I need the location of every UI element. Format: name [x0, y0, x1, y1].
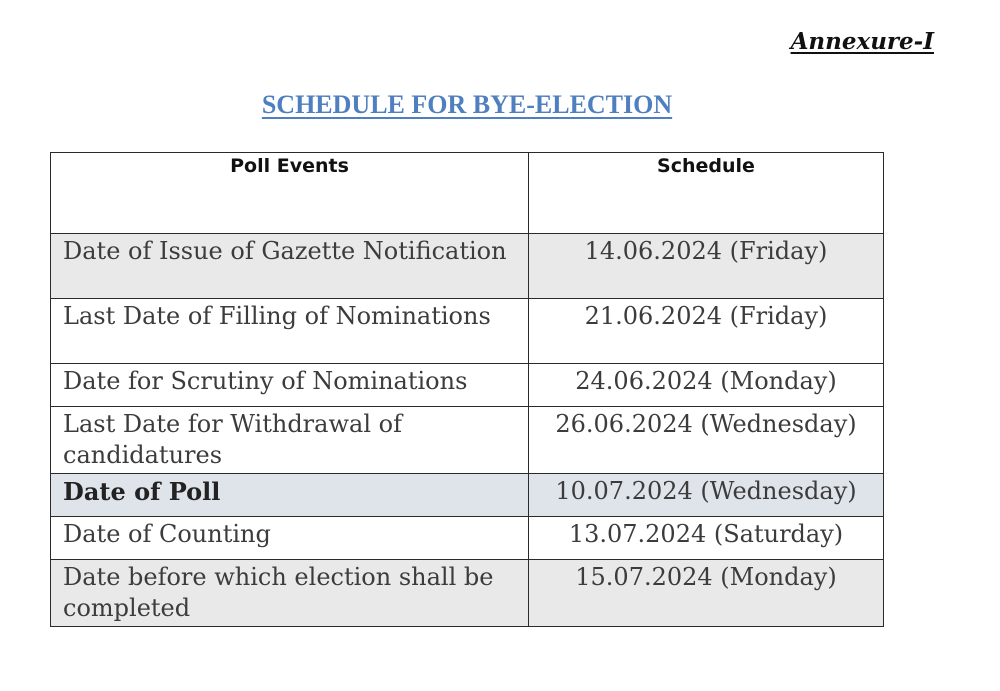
schedule-cell: 13.07.2024 (Saturday) — [529, 517, 884, 560]
header-poll-events: Poll Events — [51, 153, 529, 234]
table-row — [51, 560, 884, 627]
annexure-label: Annexure-I — [790, 28, 934, 55]
event-cell: Date before which election shall be completed — [51, 560, 529, 627]
event-cell: Last Date of Filling of Nominations — [51, 299, 529, 364]
table-row-highlight — [51, 474, 884, 517]
header-schedule: Schedule — [529, 153, 884, 234]
document-title: SCHEDULE FOR BYE-ELECTION — [261, 90, 673, 119]
table-row — [51, 517, 884, 560]
event-cell: Last Date for Withdrawal of candidatures — [51, 407, 529, 474]
table-row — [51, 299, 884, 364]
schedule-cell: 15.07.2024 (Monday) — [529, 560, 884, 627]
table-row — [51, 364, 884, 407]
schedule-cell: 21.06.2024 (Friday) — [529, 299, 884, 364]
table-header-row — [51, 153, 884, 234]
event-cell: Date of Issue of Gazette Notification — [51, 234, 529, 299]
schedule-cell: 14.06.2024 (Friday) — [529, 234, 884, 299]
event-cell: Date of Poll — [51, 474, 529, 517]
schedule-cell: 24.06.2024 (Monday) — [529, 364, 884, 407]
event-cell: Date of Counting — [51, 517, 529, 560]
table-row — [51, 234, 884, 299]
schedule-cell: 10.07.2024 (Wednesday) — [529, 474, 884, 517]
event-cell: Date for Scrutiny of Nominations — [51, 364, 529, 407]
schedule-cell: 26.06.2024 (Wednesday) — [529, 407, 884, 474]
schedule-table — [50, 152, 884, 627]
table-row — [51, 407, 884, 474]
